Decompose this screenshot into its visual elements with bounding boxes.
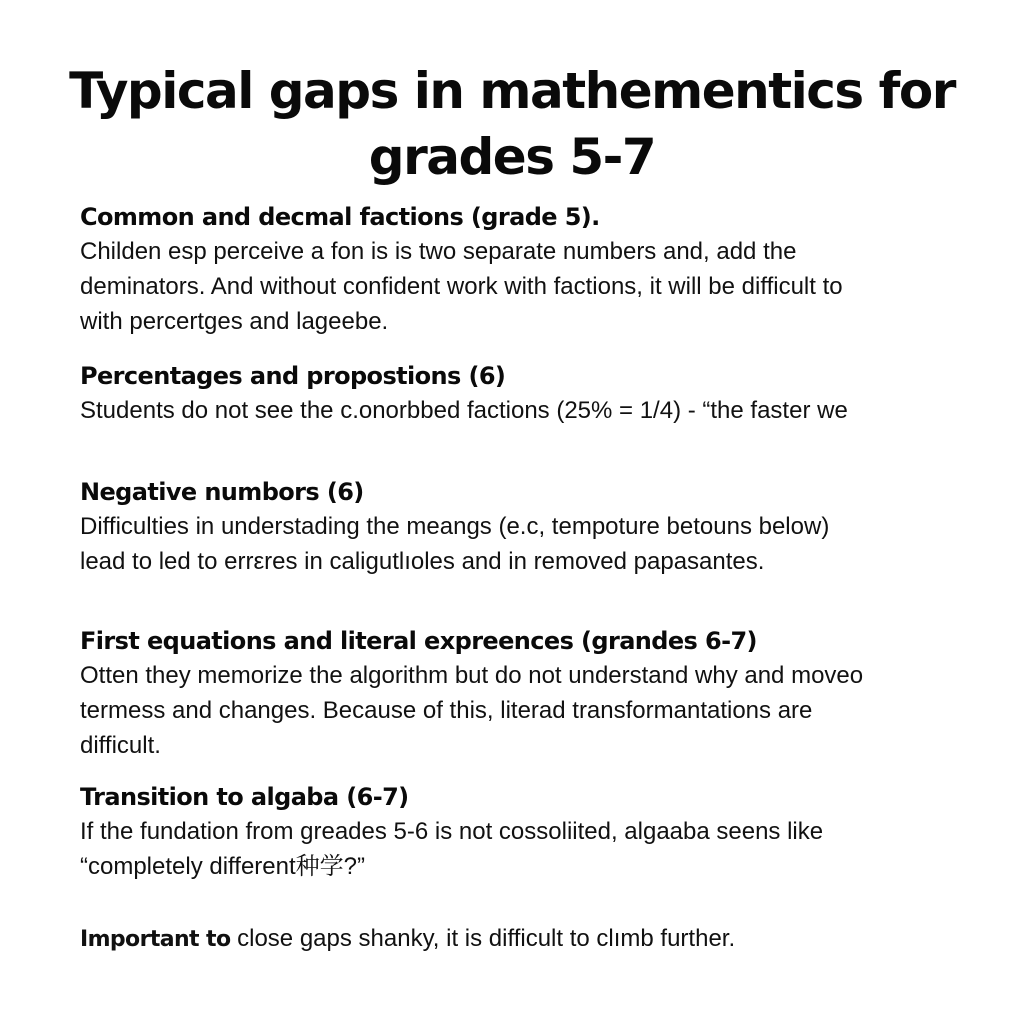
body-line: “completely different种学?”	[80, 853, 365, 880]
section-body	[80, 393, 960, 428]
body-line: difficult.	[80, 732, 161, 759]
body-line: Difficulties in understading the meangs (e.c, tempoture betouns below)	[80, 513, 830, 540]
body-line: Otten they memorize the algorithm but do not understand why and moveo	[80, 662, 864, 689]
page-title-line-2: grades 5-7	[368, 128, 656, 186]
body-line: with percertges and lageebe.	[80, 308, 389, 335]
section-heading: Percentages and propostions (6)	[80, 362, 506, 390]
section-body	[80, 814, 960, 884]
body-line: If the fundation from greades 5-6 is not cossoliited, algaaba seens like	[80, 818, 824, 845]
body-line: termess and changes. Because of this, literad transformantations are	[80, 697, 813, 724]
footer-lead: Important to	[80, 927, 231, 952]
section-body	[80, 234, 960, 339]
section-heading: Transition to algaba (6-7)	[80, 783, 409, 811]
footer-rest: close gaps shanky, it is difficult to clımb further.	[230, 925, 736, 952]
page-title-line-1: Typical gaps in mathementics for	[69, 62, 955, 120]
section-percentages	[80, 359, 960, 428]
section-heading: Negative numbors (6)	[80, 478, 364, 506]
body-line: Students do not see the c.onorbbed factions (25% = 1/4) - “the faster we	[80, 397, 848, 424]
body-line: lead to led to errεres in caligutlıoles and in removed papasantes.	[80, 548, 765, 575]
body-line: deminators. And without confident work with factions, it will be difficult to	[80, 273, 843, 300]
section-algebra	[80, 780, 960, 884]
section-body	[80, 658, 960, 763]
footer-note	[80, 922, 960, 957]
section-negative-numbers	[80, 475, 960, 579]
section-fractions	[80, 200, 960, 339]
body-line: Childen esp perceive a fon is is two separate numbers and, add the	[80, 238, 797, 265]
section-heading: Common and decmal factions (grade 5).	[80, 203, 600, 231]
page-title	[40, 58, 984, 190]
section-body	[80, 509, 960, 579]
section-equations	[80, 624, 960, 763]
section-heading: First equations and literal expreences (grandes 6-7)	[80, 627, 757, 655]
